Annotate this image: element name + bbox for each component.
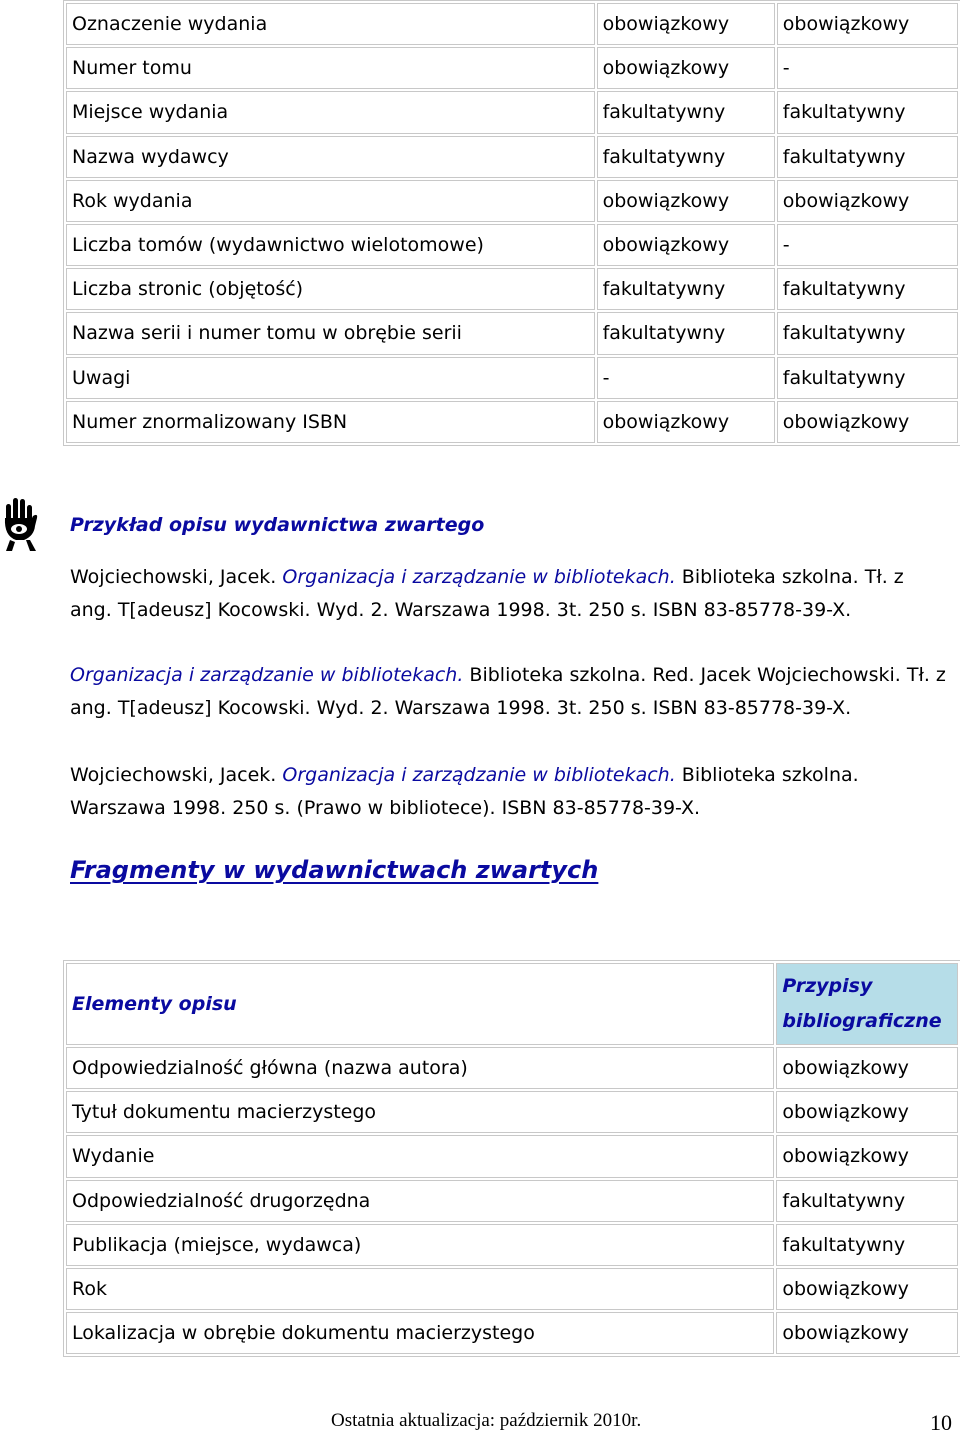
cell-value: fakultatywny <box>776 1180 958 1222</box>
element-label: Wydanie <box>66 1135 774 1177</box>
cell-value: obowiązkowy <box>597 401 775 443</box>
requirements-table <box>63 0 960 446</box>
column-header: Elementy opisu <box>66 963 774 1045</box>
cell-value: fakultatywny <box>777 357 958 399</box>
cell-value: fakultatywny <box>597 136 775 178</box>
table-row <box>66 47 958 89</box>
cell-value: fakultatywny <box>777 91 958 133</box>
cell-value: obowiązkowy <box>597 180 775 222</box>
table-row <box>66 1224 958 1266</box>
hand-eye-icon <box>0 496 38 552</box>
cell-value: fakultatywny <box>776 1224 958 1266</box>
entry-author: Wojciechowski, Jacek. <box>70 566 283 588</box>
table-row <box>66 1047 958 1089</box>
element-label: Rok wydania <box>66 180 595 222</box>
element-label: Miejsce wydania <box>66 91 595 133</box>
page-number: 10 <box>930 1410 952 1435</box>
table-row <box>66 1268 958 1310</box>
element-label: Liczba tomów (wydawnictwo wielotomowe) <box>66 224 595 266</box>
cell-value: fakultatywny <box>777 268 958 310</box>
table-row <box>66 136 958 178</box>
section-title: Fragmenty w wydawnictwach zwartych <box>70 856 599 884</box>
table-row <box>66 1312 958 1354</box>
table-row <box>66 401 958 443</box>
table-row <box>66 268 958 310</box>
element-label: Liczba stronic (objętość) <box>66 268 595 310</box>
element-label: Rok <box>66 1268 774 1310</box>
cell-value: fakultatywny <box>777 136 958 178</box>
element-label: Oznaczenie wydania <box>66 3 595 45</box>
table-row <box>66 1135 958 1177</box>
table-row <box>66 1091 958 1133</box>
entry-title: Organizacja i zarządzanie w bibliotekach. <box>282 764 676 786</box>
cell-value: fakultatywny <box>597 312 775 354</box>
element-label: Uwagi <box>66 357 595 399</box>
cell-value: obowiązkowy <box>597 224 775 266</box>
cell-value: obowiązkowy <box>776 1268 958 1310</box>
example-heading: Przykład opisu wydawnictwa zwartego <box>70 514 485 536</box>
cell-value: fakultatywny <box>597 268 775 310</box>
cell-value: obowiązkowy <box>597 3 775 45</box>
cell-value: obowiązkowy <box>776 1091 958 1133</box>
footer-last-updated: Ostatnia aktualizacja: październik 2010r. <box>331 1410 642 1431</box>
cell-value: obowiązkowy <box>776 1047 958 1089</box>
cell-value: - <box>777 224 958 266</box>
cell-value: obowiązkowy <box>776 1312 958 1354</box>
element-label: Numer tomu <box>66 47 595 89</box>
cell-value: fakultatywny <box>777 312 958 354</box>
table-row <box>66 357 958 399</box>
cell-value: obowiązkowy <box>776 1135 958 1177</box>
cell-value: obowiązkowy <box>777 3 958 45</box>
column-header: Przypisy bibliograficzne <box>776 963 958 1045</box>
element-label: Odpowiedzialność główna (nazwa autora) <box>66 1047 774 1089</box>
element-label: Lokalizacja w obrębie dokumentu macierzystego <box>66 1312 774 1354</box>
entry-details: Biblioteka szkolna. Tł. z ang. T[adeusz] Kocowski. Wyd. 2. Warszawa 1998. 3t. 250 s. ISBN 83-85778-39-X. <box>70 566 904 621</box>
entry-author: Wojciechowski, Jacek. <box>70 764 283 786</box>
table-header-row <box>66 963 958 1045</box>
element-label: Numer znormalizowany ISBN <box>66 401 595 443</box>
entry-details: Biblioteka szkolna. Warszawa 1998. 250 s. (Prawo w bibliotece). ISBN 83-85778-39-X. <box>70 764 859 819</box>
bibliographic-entry <box>70 659 950 724</box>
entry-details: Biblioteka szkolna. Red. Jacek Wojciechowski. Tł. z ang. T[adeusz] Kocowski. Wyd. 2. Warszawa 1998. 3t. 250 s. ISBN 83-85778-39-X. <box>70 664 946 719</box>
table-row <box>66 180 958 222</box>
table-row <box>66 91 958 133</box>
cell-value: - <box>777 47 958 89</box>
table-row <box>66 312 958 354</box>
element-label: Nazwa wydawcy <box>66 136 595 178</box>
bibliographic-entry <box>70 561 950 626</box>
fragments-table <box>63 960 960 1357</box>
cell-value: fakultatywny <box>597 91 775 133</box>
entry-title: Organizacja i zarządzanie w bibliotekach. <box>70 664 464 686</box>
element-label: Odpowiedzialność drugorzędna <box>66 1180 774 1222</box>
bibliographic-entry <box>70 759 950 824</box>
cell-value: obowiązkowy <box>777 180 958 222</box>
table-row <box>66 3 958 45</box>
entry-title: Organizacja i zarządzanie w bibliotekach. <box>282 566 676 588</box>
cell-value: obowiązkowy <box>597 47 775 89</box>
table-row <box>66 1180 958 1222</box>
element-label: Nazwa serii i numer tomu w obrębie serii <box>66 312 595 354</box>
cell-value: - <box>597 357 775 399</box>
element-label: Tytuł dokumentu macierzystego <box>66 1091 774 1133</box>
element-label: Publikacja (miejsce, wydawca) <box>66 1224 774 1266</box>
table-row <box>66 224 958 266</box>
cell-value: obowiązkowy <box>777 401 958 443</box>
